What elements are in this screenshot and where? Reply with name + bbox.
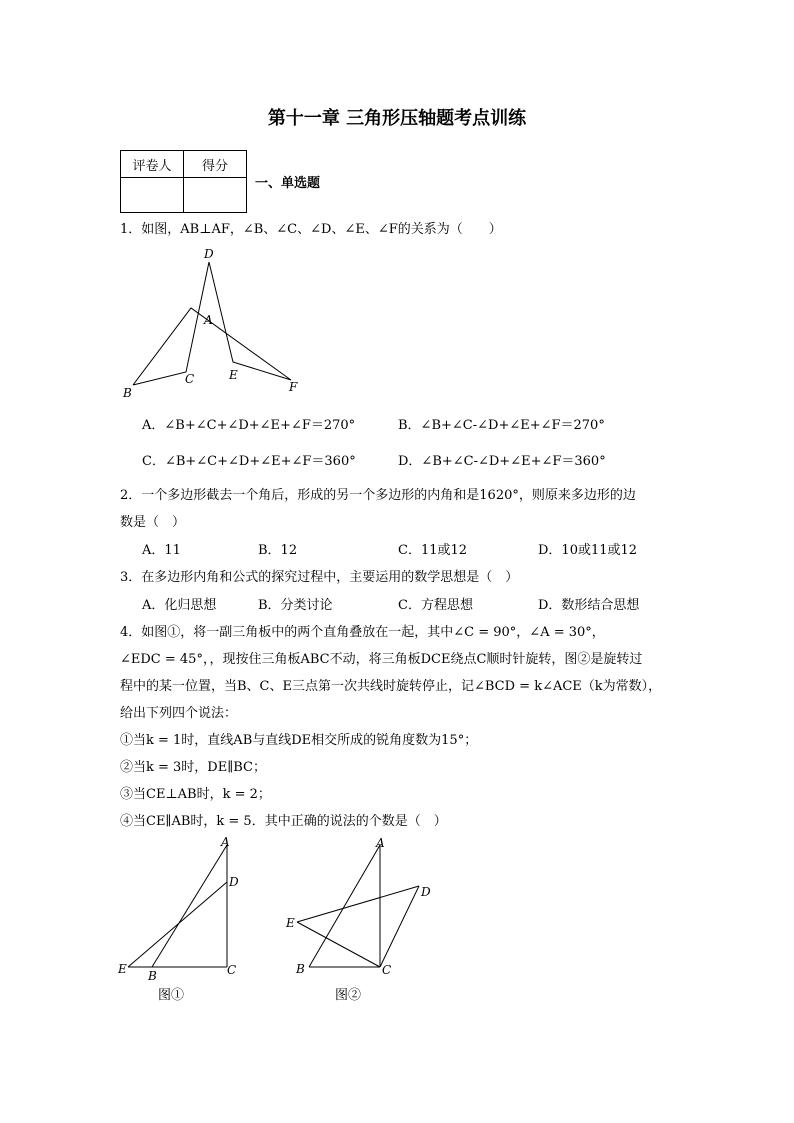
q1-label-d: D [204, 247, 214, 261]
fig2-line-ab [309, 845, 380, 967]
q3-option-d: D．数形结合思想 [538, 598, 640, 613]
fig1-label-e: E [118, 962, 127, 976]
fig1-line-ab [152, 845, 227, 967]
q4-statement-2: ②当k = 3时，DE∥BC； [120, 760, 266, 775]
q4-line3: 程中的某一位置，当B、C、E三点第一次共线时旋转停止，记∠BCD = k∠ACE（k为常数）， [120, 679, 662, 694]
q2-stem-line1: 2．一个多边形截去一个角后，形成的另一个多边形的内角和是1620°，则原来多边形的边 [120, 488, 636, 503]
grader-table [120, 150, 247, 213]
q2-option-d: D．10或11或12 [538, 543, 638, 558]
q4-statement-1: ①当k = 1时，直线AB与直线DE相交所成的锐角度数为15°； [120, 733, 478, 748]
q3-stem: 3．在多边形内角和公式的探究过程中，主要运用的数学思想是（ ） [120, 570, 519, 585]
q1-option-c: C．∠B+∠C+∠D+∠E+∠F＝360° [142, 454, 356, 469]
score-cell [184, 178, 247, 213]
q1-option-b: B．∠B+∠C-∠D+∠E+∠F＝270° [398, 418, 605, 433]
fig2-label-b: B [296, 962, 305, 976]
q2-stem-line2: 数是（ ） [120, 515, 186, 530]
q1-option-d: D．∠B+∠C-∠D+∠E+∠F＝360° [398, 454, 606, 469]
score-header: 得分 [184, 151, 247, 178]
q4-statement-4: ④当CE∥AB时，k = 5．其中正确的说法的个数是（ ） [120, 814, 447, 829]
fig2-line-ed [297, 886, 419, 922]
q3-option-b: B．分类讨论 [258, 598, 333, 613]
grader-header: 评卷人 [121, 151, 184, 178]
q4-line4: 给出下列四个说法： [120, 706, 238, 721]
q4-line2: ∠EDC = 45°，，现按住三角板ABC不动，将三角板DCE绕点C顺时针旋转，图②是旋转过 [120, 652, 643, 667]
q1-option-a: A．∠B+∠C+∠D+∠E+∠F＝270° [142, 418, 356, 433]
q1-figure [118, 240, 308, 405]
q3-option-a: A．化归思想 [142, 598, 217, 613]
q1-label-f: F [289, 380, 298, 394]
q1-label-e: E [229, 368, 238, 382]
fig2-label-c: C [382, 963, 392, 977]
fig1-label-a: A [221, 835, 230, 849]
q4-figure-2 [280, 835, 440, 1005]
q1-stem: 1．如图，AB⊥AF，∠B、∠C、∠D、∠E、∠F的关系为（ ） [120, 222, 502, 237]
page-title: 第十一章 三角形压轴题考点训练 [267, 108, 527, 129]
q1-label-c: C [185, 372, 195, 386]
q4-statement-3: ③当CE⊥AB时，k = 2； [120, 787, 271, 802]
q1-label-b: B [123, 386, 132, 400]
fig1-label-b: B [148, 969, 157, 983]
fig2-label-e: E [286, 916, 295, 930]
fig2-label-d: D [421, 885, 431, 899]
q4-line1: 4．如图①，将一副三角板中的两个直角叠放在一起，其中∠C = 90°，∠A = 30°， [120, 625, 605, 640]
q1-label-a: A [204, 313, 213, 327]
q3-option-c: C．方程思想 [398, 598, 473, 613]
fig1-line-ed [128, 882, 227, 967]
fig1-caption: 图① [158, 988, 185, 1003]
q4-figure-1 [115, 835, 255, 1005]
fig1-label-d: D [229, 875, 239, 889]
fig1-label-c: C [227, 963, 237, 977]
fig2-line-dc [380, 886, 419, 967]
grader-cell [121, 178, 184, 213]
section-heading: 一、单选题 [255, 176, 321, 191]
q2-option-c: C．11或12 [398, 543, 468, 558]
q2-option-a: A．11 [142, 543, 181, 558]
fig2-label-a: A [376, 836, 385, 850]
fig2-line-ec [297, 922, 380, 967]
q2-option-b: B．12 [258, 543, 298, 558]
fig2-caption: 图② [335, 988, 362, 1003]
